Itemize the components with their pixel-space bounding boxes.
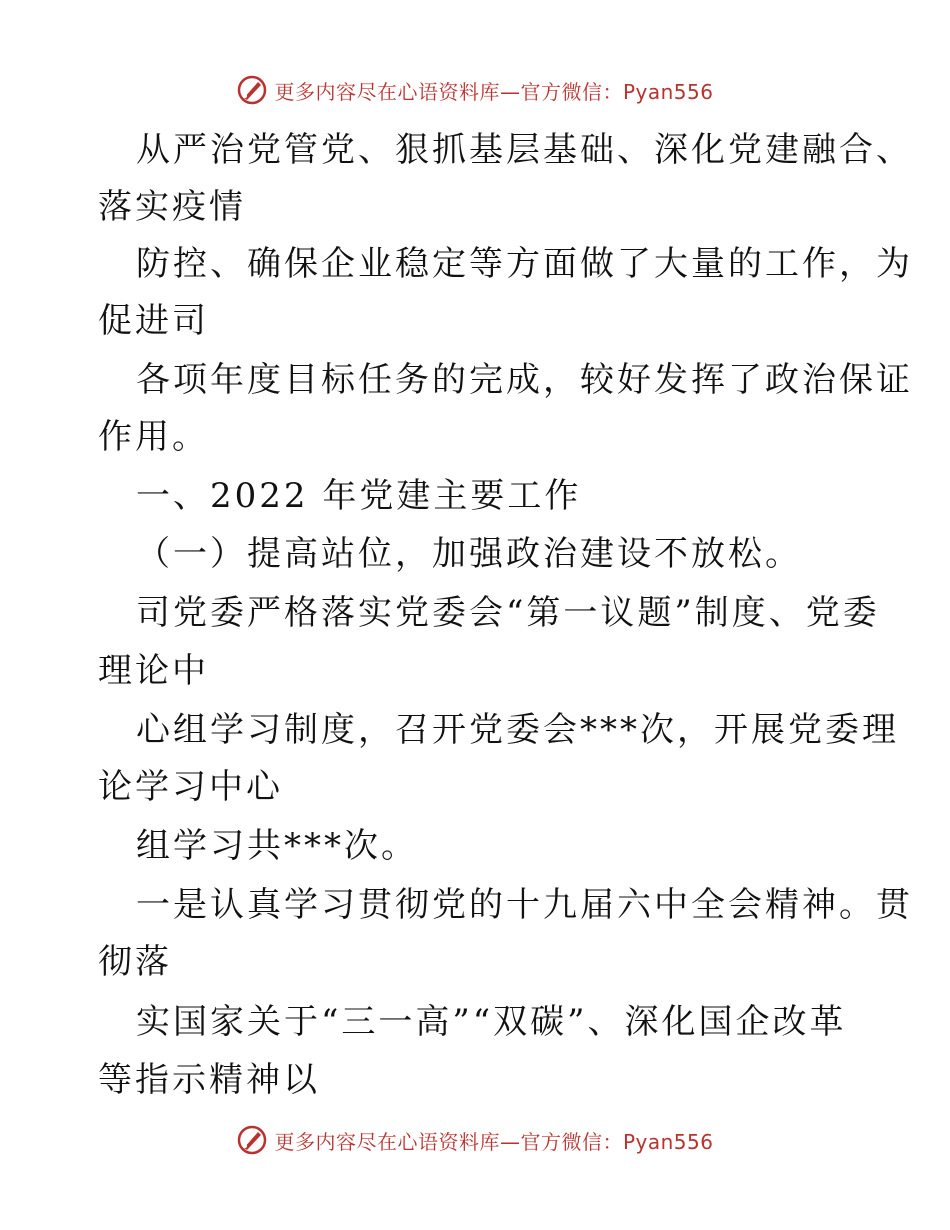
body-line: 彻落 — [98, 942, 172, 982]
header-banner — [0, 70, 950, 110]
header-banner-text: 更多内容尽在心语资料库—官方微信：Pyan556 — [274, 79, 714, 104]
subsection-heading: （一）提高站位，加强政治建设不放松。 — [136, 534, 802, 574]
body-line: 落实疫情 — [98, 187, 246, 227]
section-heading: 一、2022 年党建主要工作 — [136, 476, 582, 516]
body-line: 论学习中心 — [98, 767, 283, 807]
body-line: 一是认真学习贯彻党的十九届六中全会精神。贯 — [136, 885, 913, 925]
body-line: 各项年度目标任务的完成，较好发挥了政治保证 — [136, 360, 913, 400]
body-line: 理论中 — [98, 651, 209, 691]
body-line: 作用。 — [98, 417, 209, 457]
body-line: 心组学习制度，召开党委会***次，开展党委理 — [136, 710, 899, 750]
body-line: 实国家关于“三一高”“双碳”、深化国企改革 — [136, 1002, 847, 1042]
body-line: 从严治党管党、狠抓基层基础、深化党建融合、 — [136, 130, 913, 170]
body-line: 司党委严格落实党委会“第一议题”制度、党委 — [136, 593, 880, 633]
body-line: 组学习共***次。 — [136, 826, 418, 866]
body-line: 等指示精神以 — [98, 1060, 320, 1100]
body-line: 防控、确保企业稳定等方面做了大量的工作，为 — [136, 244, 913, 284]
quill-logo-icon — [236, 74, 268, 106]
body-line: 促进司 — [98, 301, 209, 341]
footer-banner — [0, 1120, 950, 1160]
footer-banner-text: 更多内容尽在心语资料库—官方微信：Pyan556 — [274, 1129, 714, 1154]
quill-logo-icon — [236, 1124, 268, 1156]
